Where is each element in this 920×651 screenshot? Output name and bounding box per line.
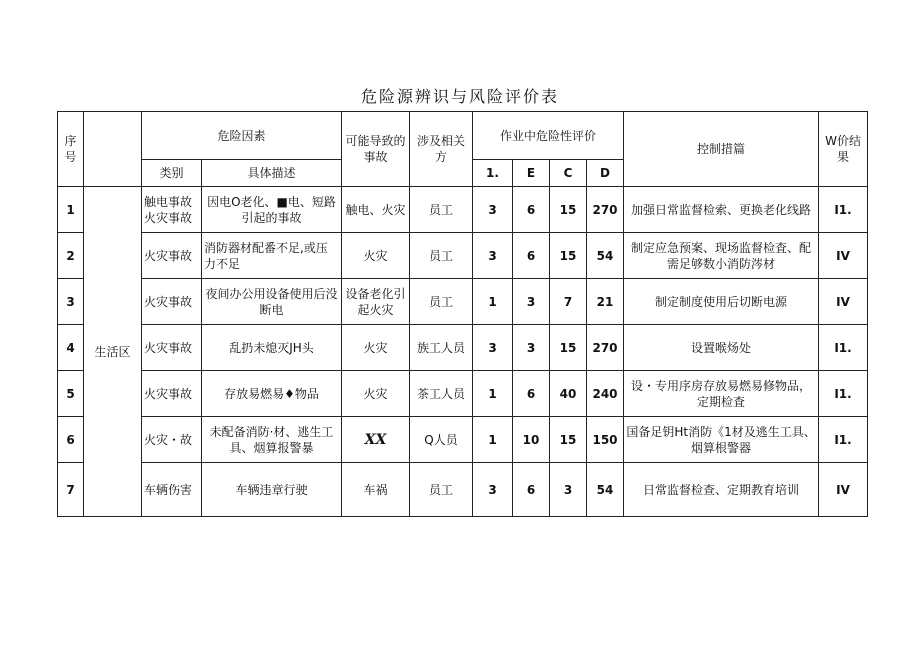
header-category: 类别 bbox=[142, 160, 202, 187]
row-d: 270 bbox=[587, 325, 624, 371]
row-l: 1 bbox=[473, 371, 513, 417]
row-category: 火灾・故 bbox=[142, 417, 202, 463]
row-seq: 7 bbox=[58, 463, 84, 517]
row-accident: 火灾 bbox=[342, 371, 410, 417]
header-d: D bbox=[587, 160, 624, 187]
row-seq: 1 bbox=[58, 187, 84, 233]
header-e: E bbox=[513, 160, 550, 187]
table-row bbox=[58, 463, 868, 517]
row-c: 15 bbox=[550, 187, 587, 233]
row-control: 设置喉炀处 bbox=[624, 325, 819, 371]
row-c: 3 bbox=[550, 463, 587, 517]
row-description: 夜间办公用设备使用后没断电 bbox=[202, 279, 342, 325]
row-seq: 2 bbox=[58, 233, 84, 279]
row-affected: 员工 bbox=[410, 463, 473, 517]
table-row bbox=[58, 233, 868, 279]
header-affected-parties: 涉及相关方 bbox=[410, 112, 473, 187]
header-row-1 bbox=[58, 112, 868, 160]
table-row bbox=[58, 187, 868, 233]
row-control: 日常监督检查、定期教育培训 bbox=[624, 463, 819, 517]
row-control: 制定应急预案、现场监督检査、配需足够数小消防涔材 bbox=[624, 233, 819, 279]
row-c: 7 bbox=[550, 279, 587, 325]
row-l: 1 bbox=[473, 417, 513, 463]
row-affected: 员工 bbox=[410, 279, 473, 325]
row-d: 270 bbox=[587, 187, 624, 233]
header-description: 具体描述 bbox=[202, 160, 342, 187]
row-result: I1. bbox=[819, 325, 868, 371]
row-control: 加强日常监督检索、更换老化线路 bbox=[624, 187, 819, 233]
row-description: 因电O老化、■电、短路引起的事故 bbox=[202, 187, 342, 233]
row-accident: 火灾 bbox=[342, 233, 410, 279]
row-accident: XX bbox=[342, 417, 410, 463]
row-c: 15 bbox=[550, 325, 587, 371]
header-c: C bbox=[550, 160, 587, 187]
header-seq: 序号 bbox=[58, 112, 84, 187]
row-seq: 3 bbox=[58, 279, 84, 325]
row-e: 6 bbox=[513, 371, 550, 417]
table-row bbox=[58, 417, 868, 463]
row-l: 3 bbox=[473, 463, 513, 517]
row-description: 存放易燃易♦物品 bbox=[202, 371, 342, 417]
page-title: 危险源辨识与风险评价表 bbox=[360, 87, 559, 106]
row-category: 触电事故火灾事故 bbox=[142, 187, 202, 233]
row-c: 40 bbox=[550, 371, 587, 417]
row-result: I1. bbox=[819, 417, 868, 463]
header-evaluation: 作业中危险性评价 bbox=[473, 112, 624, 160]
row-description: 乱扔未熄灭JH头 bbox=[202, 325, 342, 371]
row-description: 车辆违章行驶 bbox=[202, 463, 342, 517]
row-e: 6 bbox=[513, 187, 550, 233]
row-description: 消防器材配番不足,或压力不足 bbox=[202, 233, 342, 279]
header-possible-accident: 可能导致的事故 bbox=[342, 112, 410, 187]
row-category: 火灾事故 bbox=[142, 371, 202, 417]
row-e: 3 bbox=[513, 279, 550, 325]
row-seq: 6 bbox=[58, 417, 84, 463]
row-d: 54 bbox=[587, 233, 624, 279]
row-affected: Q人员 bbox=[410, 417, 473, 463]
row-description: 未配备消防·材、逃生工具、烟算报警暴 bbox=[202, 417, 342, 463]
header-area bbox=[84, 112, 142, 187]
row-d: 54 bbox=[587, 463, 624, 517]
row-control: 设・专用序房存放易燃易修物品，定期检査 bbox=[624, 371, 819, 417]
row-control: 国备足钥Ht消防《1材及逃生工具、烟算根警器 bbox=[624, 417, 819, 463]
header-l: 1. bbox=[473, 160, 513, 187]
row-affected: 族工人员 bbox=[410, 325, 473, 371]
header-hazard-factor: 危险因素 bbox=[142, 112, 342, 160]
row-control: 制定制度使用后切断电源 bbox=[624, 279, 819, 325]
row-l: 3 bbox=[473, 233, 513, 279]
row-l: 1 bbox=[473, 279, 513, 325]
row-affected: 员工 bbox=[410, 233, 473, 279]
risk-assessment-table bbox=[57, 111, 868, 517]
row-category: 火灾事故 bbox=[142, 279, 202, 325]
header-evaluation-result: W价结果 bbox=[819, 112, 868, 187]
header-control-measures: 控制措篇 bbox=[624, 112, 819, 187]
row-l: 3 bbox=[473, 187, 513, 233]
row-seq: 5 bbox=[58, 371, 84, 417]
row-result: IV bbox=[819, 233, 868, 279]
row-e: 3 bbox=[513, 325, 550, 371]
row-result: I1. bbox=[819, 371, 868, 417]
row-e: 10 bbox=[513, 417, 550, 463]
table-row bbox=[58, 371, 868, 417]
row-accident: 车祸 bbox=[342, 463, 410, 517]
row-accident: 设备老化引起火灾 bbox=[342, 279, 410, 325]
row-d: 240 bbox=[587, 371, 624, 417]
row-category: 火灾事故 bbox=[142, 325, 202, 371]
row-result: IV bbox=[819, 463, 868, 517]
row-seq: 4 bbox=[58, 325, 84, 371]
row-result: I1. bbox=[819, 187, 868, 233]
row-accident: 火灾 bbox=[342, 325, 410, 371]
row-affected: 员工 bbox=[410, 187, 473, 233]
row-e: 6 bbox=[513, 233, 550, 279]
row-accident: 触电、火灾 bbox=[342, 187, 410, 233]
row-l: 3 bbox=[473, 325, 513, 371]
row-category: 车辆伤害 bbox=[142, 463, 202, 517]
area-cell: 生活区 bbox=[84, 187, 142, 517]
row-c: 15 bbox=[550, 417, 587, 463]
table-row bbox=[58, 279, 868, 325]
row-c: 15 bbox=[550, 233, 587, 279]
row-d: 150 bbox=[587, 417, 624, 463]
row-d: 21 bbox=[587, 279, 624, 325]
table-row bbox=[58, 325, 868, 371]
row-result: IV bbox=[819, 279, 868, 325]
row-category: 火灾事故 bbox=[142, 233, 202, 279]
row-e: 6 bbox=[513, 463, 550, 517]
row-affected: 茶工人员 bbox=[410, 371, 473, 417]
